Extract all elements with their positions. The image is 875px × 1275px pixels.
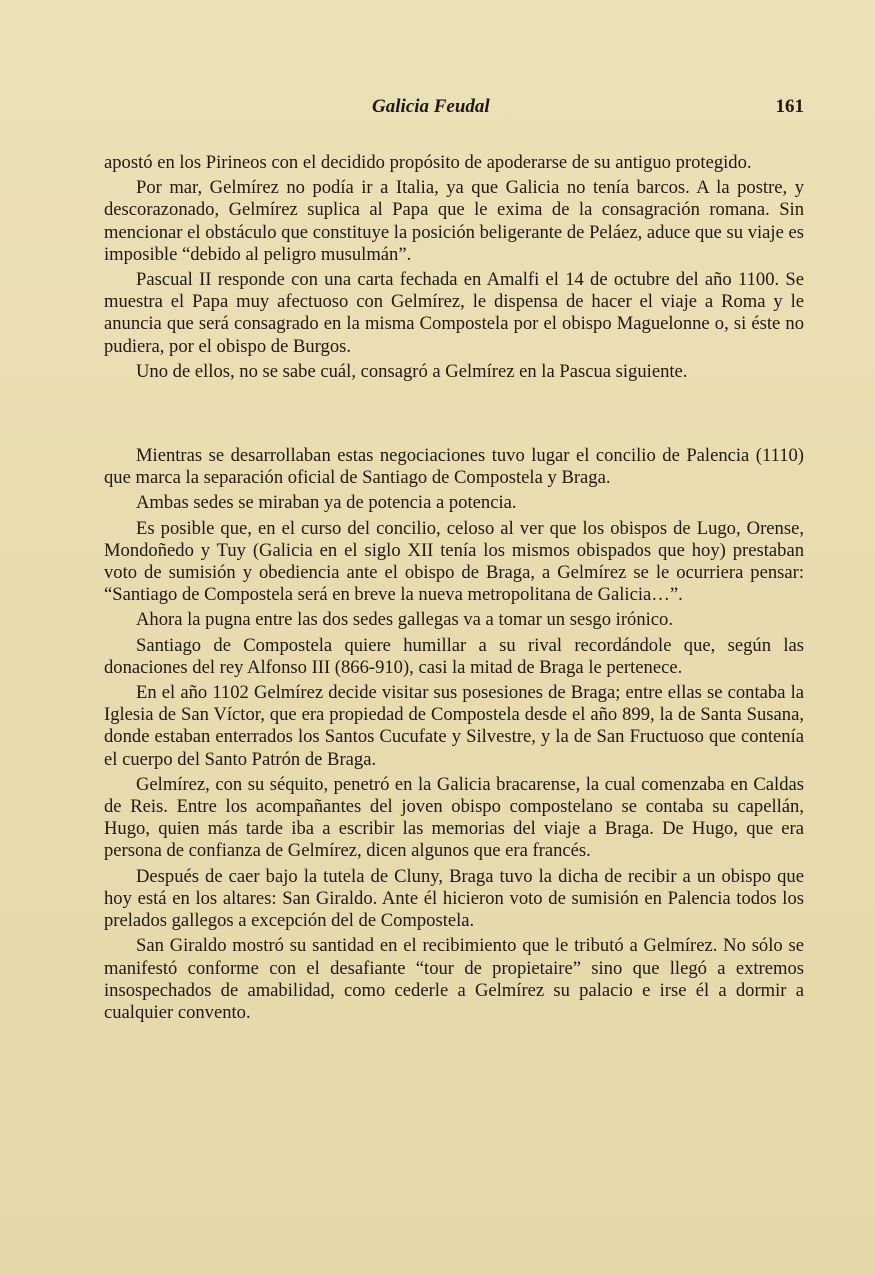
paragraph: Uno de ellos, no se sabe cuál, consagró a Gelmírez en la Pascua siguiente. <box>136 360 688 382</box>
paragraph: En el año 1102 Gelmírez decide visitar sus posesiones de Braga; entre ellas se contaba la Iglesia de San Víctor, que era propiedad de Compostela desde el año 899, la de Santa Susana, donde estaban enterrados los Santos Cucufate y Silvestre, y la de San Fructuoso que contenía el cuerpo del Santo Patrón de Braga. <box>104 682 804 770</box>
paragraph: Ahora la pugna entre las dos sedes gallegas va a tomar un sesgo irónico. <box>136 609 673 631</box>
paragraph: Ambas sedes se miraban ya de potencia a potencia. <box>136 492 517 514</box>
running-title: Galicia Feudal <box>372 96 490 117</box>
paragraph: Es posible que, en el curso del concilio, celoso al ver que los obispos de Lugo, Orense, Mondoñedo y Tuy (Galicia en el siglo XII tenía los mismos obispados que hoy) prestaban voto de sumisión y obediencia ante el obispo de Braga, a Gelmírez se le ocurriera pensar: “Santiago de Compostela será en breve la nueva metropolitana de Galicia…”. <box>104 517 804 606</box>
paragraph: Pascual II responde con una carta fechada en Amalfi el 14 de octubre del año 1100. Se muestra el Papa muy afectuoso con Gelmírez, le dispensa de hacer el viaje a Roma y le anuncia que será consagrado en la misma Compostela por el obispo Maguelonne o, si éste no pudiera, por el obispo de Burgos. <box>104 269 804 357</box>
paragraph: Santiago de Compostela quiere humillar a su rival recordándole que, según las donaciones del rey Alfonso III (866-910), casi la mitad de Braga le pertenece. <box>104 634 804 678</box>
page-number: 161 <box>775 96 804 117</box>
paragraph: Por mar, Gelmírez no podía ir a Italia, ya que Galicia no tenía barcos. A la postre, y descorazonado, Gelmírez suplica al Papa que le exima de la consagración romana. Sin mencionar el obstáculo que constituye la posición beligerante de Peláez, aduce que su viaje es imposible “debido al peligro musulmán”. <box>104 177 804 265</box>
page-header <box>104 96 804 126</box>
page-body <box>104 152 804 1027</box>
paragraph: apostó en los Pirineos con el decidido propósito de apoderarse de su antiguo protegido. <box>104 152 752 173</box>
paragraph: Después de caer bajo la tutela de Cluny, Braga tuvo la dicha de recibir a un obispo que hoy está en los altares: San Giraldo. Ante él hicieron voto de sumisión en Palencia todos los prelados gallegos a excepción del de Compostela. <box>104 865 804 932</box>
paragraph: Mientras se desarrollaban estas negociaciones tuvo lugar el concilio de Palencia (1110) que marca la separación oficial de Santiago de Compostela y Braga. <box>104 445 804 489</box>
paragraph: San Giraldo mostró su santidad en el recibimiento que le tributó a Gelmírez. No sólo se manifestó conforme con el desafiante “tour de propietaire” sino que llegó a extremos insospechados de amabilidad, como cederle a Gelmírez su palacio e irse él a dormir a cualquier convento. <box>104 935 804 1023</box>
paragraph: Gelmírez, con su séquito, penetró en la Galicia bracarense, la cual comenzaba en Caldas de Reis. Entre los acompañantes del joven obispo compostelano se contaba su capellán, Hugo, quien más tarde iba a escribir las memorias del viaje a Braga. De Hugo, que era persona de confianza de Gelmírez, dicen algunos que era francés. <box>104 773 804 862</box>
